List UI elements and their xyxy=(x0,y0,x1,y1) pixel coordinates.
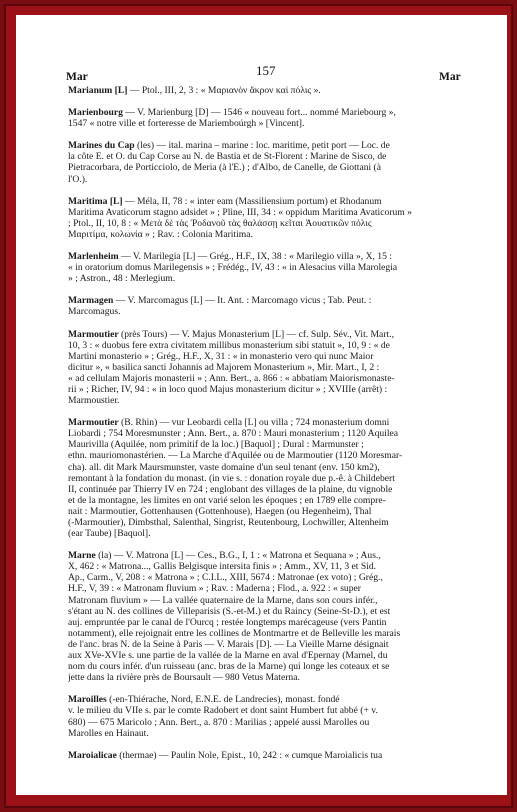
dictionary-entry xyxy=(68,107,468,129)
page-border xyxy=(4,4,513,808)
entry-headword: Marlenheim xyxy=(68,251,119,263)
entry-line: « ad cellulam Majoris monasterii » ; Ann. Bert., a. 866 : « abbatiam Maiorismonaste- xyxy=(68,372,395,384)
entry-line: la côte E. et O. du Cap Corse au N. de Bastia et de St-Florent : Marine de Sisco, de xyxy=(68,151,387,163)
entry-first-line: Marmoutier (B. Rhin) — vur Leobardi cella [L] ou villa ; 724 monasterium domni xyxy=(68,417,390,429)
entry-line: v. le milieu du VIIe s. par le comte Radobert et dont saint Humbert fut abbé (+ v. xyxy=(68,705,378,717)
entry-line: ; Ptol., II, 10, 8 : « Μετὰ δὲ τὰς Ῥοδανοῦ τὰς θαλάσσῃ κεῖται Ἀουατικῶν πόλις xyxy=(68,217,372,229)
entry-line: « in oratorium domus Marilegensis » ; Frédég., IV, 43 : « in Alesacius villa Marolegia xyxy=(68,262,398,274)
entry-first-line: Marianum [L] — Ptol., III, 2, 3 : « Μαριανὸν ἄκρον καὶ πόλις ». xyxy=(68,85,321,96)
entry-headword: Marmagen xyxy=(68,295,114,307)
entry-line: nait : Marmoutier, Gottenhausen (Gottenhouse), Haegen (ou Hegenheim), Thal xyxy=(68,505,372,517)
entry-line: X, 462 : « Matrona..., Gallis Belgisque intersita finis » ; Amm., XV, 11, 3 et Sid. xyxy=(68,561,377,573)
entry-line: rii » ; Richer, IV, 94 : « in loco quod Majus monasterium dicitur » ; XVIIIe (arrêt) : xyxy=(68,383,388,395)
dictionary-entry xyxy=(68,295,468,317)
entry-line: Martini monasterio » ; Grég., H.F., X, 31 : « in monasterio vero qui nunc Maior xyxy=(68,350,374,362)
dictionary-entry xyxy=(68,750,468,761)
dictionary-entry xyxy=(68,85,468,96)
entry-line: cha). all. dit Mark Maursmunster, vaste domaine d'un seul tenant (env. 150 km2), xyxy=(68,461,380,473)
entry-first-line: Marmagen — V. Marcomagus [L] — It. Ant. : Marcomago vicus ; Tab. Peut. : xyxy=(68,295,372,307)
entry-headword: Marienbourg xyxy=(68,107,123,119)
entry-headword: Maroilles xyxy=(68,694,107,706)
entry-first-line: Marines du Cap (les) — ital. marina – marine : loc. maritime, petit port — Loc. de xyxy=(68,140,390,152)
dictionary-entry xyxy=(68,417,468,539)
entry-line: II, continuée par Thierry IV en 724 ; englobant des villages de la plaine, du vignoble xyxy=(68,483,393,495)
entry-line: Pietracorbara, de Porticciolo, de Meria (à l'E.) ; d'Albo, de Canelle, de Giottani (à xyxy=(68,162,382,174)
entry-first-line: Marienbourg — V. Marienburg [D] — 1546 « nouveau fort... nommé Mariebourg », xyxy=(68,107,396,119)
entry-line: auj. empruntée par le canal de l'Ourcq ; restée longtemps marécageuse (vers Pantin xyxy=(68,616,387,628)
entry-first-line: Maritima [L] — Méla, II, 78 : « inter eam (Massiliensium portum) et Rhodanum xyxy=(68,195,382,207)
entry-line: Ap., Carm., V, 208 : « Matrona » ; C.I.L., XIII, 5674 : Matronae (ex voto) ; Grég., xyxy=(68,572,383,584)
entry-line: Marcomagus. xyxy=(68,306,121,318)
entry-line: Liobardi ; 754 Moresmunster ; Ann. Bert., a. 870 : Mauri monasterium ; 1120 Aquilea xyxy=(68,428,399,440)
entry-headword: Marne xyxy=(68,550,96,562)
entry-line: nom du cours infér. d'un ruisseau (anc. bras de la Marne) qui longe les coteaux et se xyxy=(68,661,390,673)
dictionary-entry xyxy=(68,329,468,407)
entry-line: 10, 3 : « duobus fere extra civitatem millibus monasterium sibi statuit », 10, 9 : « de xyxy=(68,339,390,351)
entry-headword: Maroialicae xyxy=(68,749,117,761)
entry-line: Μαριτίμα, κολωνία » ; Rav. : Colonia Maritima. xyxy=(68,228,253,240)
entry-line: (ear Taube) [Baquol]. xyxy=(68,528,151,540)
dictionary-entry xyxy=(68,140,468,184)
entry-line: Matronam fluvium » — La vallée quaternaire de la Marne, dans son cours infér., xyxy=(68,594,378,606)
entry-line: H.F., V, 39 : « Matronam fluvium » ; Rav. : Maderna ; Flod., a. 922 : « super xyxy=(68,583,361,595)
entry-line: l'O.). xyxy=(68,173,88,185)
entry-line: aux XVe-XVIe s. une partie de la vallée de la Marne en aval d'Epernay (Marnel, du xyxy=(68,650,388,662)
dictionary-entries xyxy=(68,85,468,772)
header-left-keyword: Mar xyxy=(66,71,88,83)
entry-first-line: Marlenheim — V. Marilegia [L] — Grég., H.F., IX, 38 : « Marilegio villa », X, 15 : xyxy=(68,251,392,263)
entry-line: jette dans la rivière près de Boursault — 980 Vetus Materna. xyxy=(68,672,300,684)
entry-headword: Marines du Cap xyxy=(68,140,135,152)
entry-line: et de la montagne, les limites en ont varié selon les époques ; en 1789 elle compre- xyxy=(68,494,386,506)
entry-line: Maurivilla (Aquilée, nom primitif de la loc.) [Baquol] ; Dural : Marmunster ; xyxy=(68,439,364,451)
entry-line: 680) — 675 Maricolo ; Ann. Bert., a. 870 : Marilias ; appelé aussi Marolles ou xyxy=(68,716,370,728)
entry-line: remontant à la fondation du monast. (in vie s. : donation royale due p.-ê. à Childebert xyxy=(68,472,395,484)
page-number: 157 xyxy=(256,63,276,78)
running-header xyxy=(16,63,507,83)
entry-headword: Marmoutier xyxy=(68,328,119,340)
entry-line: » ; Astron., 48 : Merlegium. xyxy=(68,273,176,285)
entry-line: de l'anc. bras N. de la Seine à Paris — V. Marais [D]. — La Vieille Marne désignait xyxy=(68,638,389,650)
entry-headword: Marianum [L] xyxy=(68,85,128,96)
header-right-keyword: Mar xyxy=(439,71,461,83)
entry-first-line: Maroialicae (thermae) — Paulin Nole, Epist., 10, 242 : « cumque Maroialicis tua xyxy=(68,749,383,761)
entry-line: dicitur », « basilica sancti Johannis ad Majorem Monasterium », Mir. Mart., I, 2 : xyxy=(68,361,380,373)
book-page xyxy=(16,15,507,795)
entry-line: 1547 « notre ville et forteresse de Mariemboúrgh » [Vincent]. xyxy=(68,118,305,130)
dictionary-entry xyxy=(68,694,468,738)
entry-headword: Marmoutier xyxy=(68,417,119,429)
entry-line: s'étant au N. des collines de Villeparisis (S.-et-M.) et du Raincy (Seine-St-D.), et est xyxy=(68,605,391,617)
entry-line: Maritima Avaticorum stagno adsidet » ; Pline, III, 34 : « oppidum Maritima Avaticorum » xyxy=(68,206,412,218)
entry-line: Marmoustier. xyxy=(68,395,120,407)
entry-line: (-Marmoutier), Dimbsthal, Salenthal, Singrist, Reutenbourg, Lochwiller, Altenheim xyxy=(68,517,389,528)
entry-first-line: Marne (la) — V. Matrona [L] — Ces., B.G., I, 1 : « Matrona et Sequana » ; Aus., xyxy=(68,550,381,562)
entry-headword: Maritima [L] xyxy=(68,195,123,207)
dictionary-entry xyxy=(68,550,468,683)
dictionary-entry xyxy=(68,251,468,284)
entry-line: ethn. mauriomonastérien. — La Marche d'Aquilée ou de Marmoutier (1120 Moresmar- xyxy=(68,450,403,462)
entry-first-line: Maroilles (-en-Thiérache, Nord, E.N.E. de Landrecies), monast. fondé xyxy=(68,694,340,706)
dictionary-entry xyxy=(68,196,468,240)
entry-line: Marolles en Hainaut. xyxy=(68,727,149,739)
entry-first-line: Marmoutier (près Tours) — V. Majus Monasterium [L] — cf. Sulp. Sév., Vit. Mart., xyxy=(68,328,394,340)
entry-line: notamment), elle rejoignait entre les collines de Montmartre et de Belleville les marais xyxy=(68,627,401,639)
